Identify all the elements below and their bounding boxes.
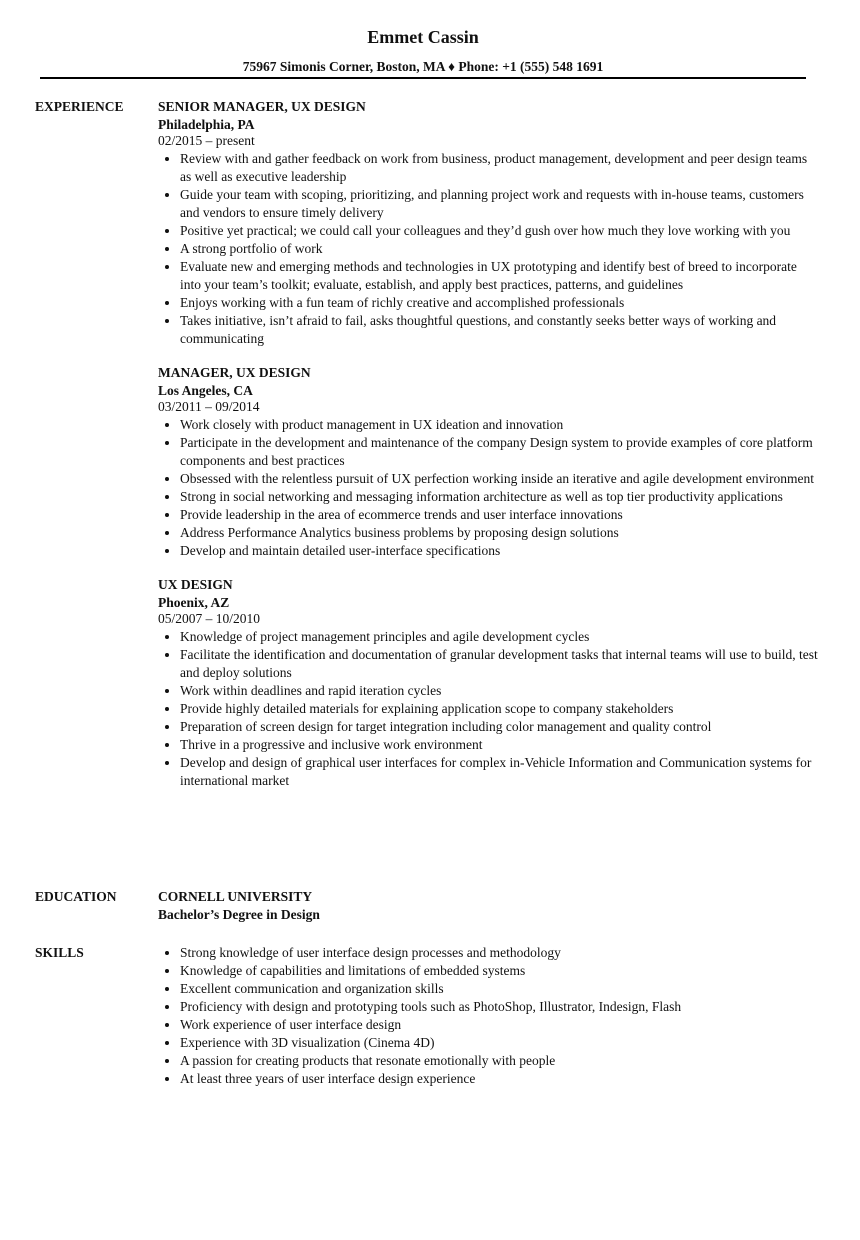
job-entry <box>158 576 818 790</box>
skills-body <box>158 944 818 1088</box>
job-location: Philadelphia, PA <box>158 117 255 132</box>
contact-line: 75967 Simonis Corner, Boston, MA ♦ Phone: +1 (555) 548 1691 <box>242 59 604 74</box>
skill-item: Experience with 3D visualization (Cinema 4D) <box>158 1034 818 1052</box>
job-dates: 05/2007 – 10/2010 <box>158 611 261 626</box>
bullet-item: A strong portfolio of work <box>158 240 818 258</box>
school-name: CORNELL UNIVERSITY <box>158 889 313 904</box>
job-bullets <box>158 150 818 348</box>
job-dates: 03/2011 – 09/2014 <box>158 399 260 414</box>
bullet-item: Takes initiative, isn’t afraid to fail, asks thoughtful questions, and constantly seeks better ways of working and communicating <box>158 312 818 348</box>
skill-item: Work experience of user interface design <box>158 1016 818 1034</box>
skill-item: At least three years of user interface design experience <box>158 1070 818 1088</box>
job-entry <box>158 364 818 560</box>
bullet-item: Evaluate new and emerging methods and technologies in UX prototyping and identify best of breed to incorporate into your team’s toolkit; evaluate, establish, and apply best practices, patterns, and guidelines <box>158 258 818 294</box>
skill-item: Proficiency with design and prototyping tools such as PhotoShop, Illustrator, Indesign, Flash <box>158 998 818 1016</box>
degree: Bachelor’s Degree in Design <box>158 907 320 922</box>
bullet-item: Thrive in a progressive and inclusive work environment <box>158 736 818 754</box>
job-title: SENIOR MANAGER, UX DESIGN <box>158 99 366 114</box>
bullet-item: Enjoys working with a fun team of richly creative and accomplished professionals <box>158 294 818 312</box>
job-entry <box>158 98 818 348</box>
bullet-item: Facilitate the identification and documentation of granular development tasks that internal teams will use to build, test and deploy solutions <box>158 646 818 682</box>
job-location: Los Angeles, CA <box>158 383 253 398</box>
bullet-item: Preparation of screen design for target integration including color management and quality control <box>158 718 818 736</box>
bullet-item: Obsessed with the relentless pursuit of UX perfection working inside an iterative and agile development environment <box>158 470 818 488</box>
bullet-item: Develop and maintain detailed user-interface specifications <box>158 542 818 560</box>
section-label-experience: EXPERIENCE <box>35 99 124 114</box>
bullet-item: Guide your team with scoping, prioritizing, and planning project work and requests with in-house teams, customers and vendors to ensure timely delivery <box>158 186 818 222</box>
skill-item: Strong knowledge of user interface design processes and methodology <box>158 944 818 962</box>
skill-item: Knowledge of capabilities and limitations of embedded systems <box>158 962 818 980</box>
job-bullets <box>158 628 818 790</box>
job-dates: 02/2015 – present <box>158 133 255 148</box>
bullet-item: Develop and design of graphical user interfaces for complex in-Vehicle Information and Communication systems for international market <box>158 754 818 790</box>
bullet-item: Knowledge of project management principles and agile development cycles <box>158 628 818 646</box>
bullet-item: Provide highly detailed materials for explaining application scope to company stakeholders <box>158 700 818 718</box>
section-label-skills: SKILLS <box>35 945 84 960</box>
bullet-item: Work within deadlines and rapid iteration cycles <box>158 682 818 700</box>
skill-item: Excellent communication and organization skills <box>158 980 818 998</box>
skill-item: A passion for creating products that resonate emotionally with people <box>158 1052 818 1070</box>
bullet-item: Review with and gather feedback on work from business, product management, development and peer design teams as well as executive leadership <box>158 150 818 186</box>
experience-list <box>158 98 818 806</box>
bullet-item: Provide leadership in the area of ecommerce trends and user interface innovations <box>158 506 818 524</box>
education-body <box>158 888 818 923</box>
skills-list <box>158 944 818 1088</box>
job-location: Phoenix, AZ <box>158 595 230 610</box>
bullet-item: Participate in the development and maintenance of the company Design system to provide examples of core platform components and best practices <box>158 434 818 470</box>
job-title: MANAGER, UX DESIGN <box>158 365 311 380</box>
section-label-education: EDUCATION <box>35 889 117 904</box>
header-divider <box>40 77 806 79</box>
job-title: UX DESIGN <box>158 577 233 592</box>
job-bullets <box>158 416 818 560</box>
candidate-name: Emmet Cassin <box>367 27 479 47</box>
bullet-item: Address Performance Analytics business problems by proposing design solutions <box>158 524 818 542</box>
bullet-item: Strong in social networking and messaging information architecture as well as top tier productivity applications <box>158 488 818 506</box>
bullet-item: Work closely with product management in UX ideation and innovation <box>158 416 818 434</box>
bullet-item: Positive yet practical; we could call your colleagues and they’d gush over how much they love working with you <box>158 222 818 240</box>
